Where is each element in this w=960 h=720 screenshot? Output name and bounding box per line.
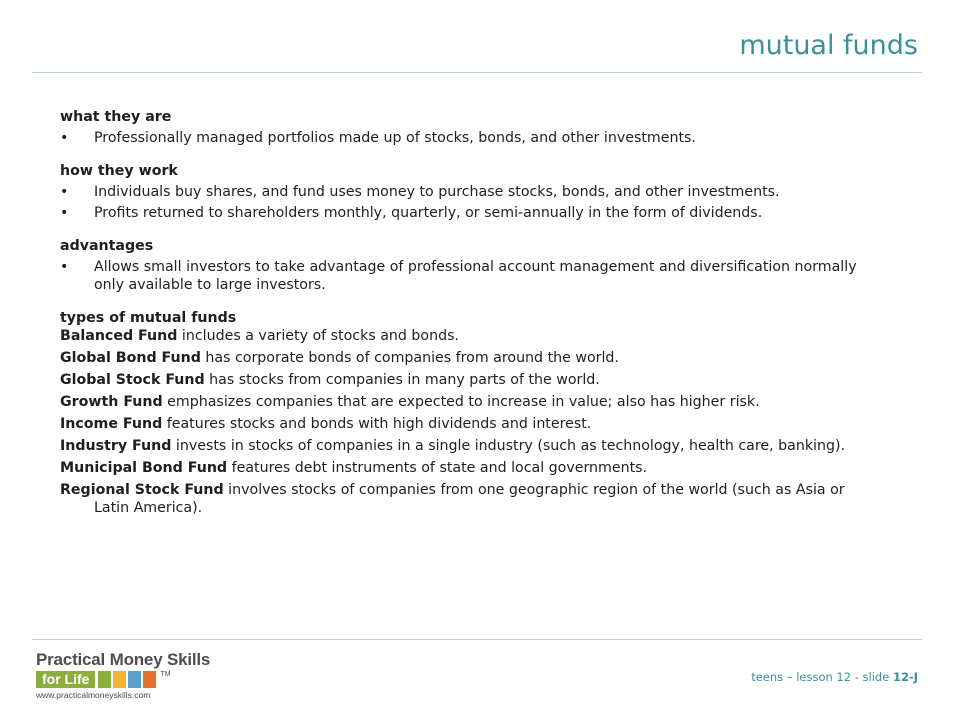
bullet-text: Profits returned to shareholders monthly, quarterly, or semi-annually in the form of dividends. (94, 205, 763, 221)
bullet-list (60, 129, 860, 147)
logo-tagline: for Life (36, 671, 95, 688)
fund-description: features debt instruments of state and local governments. (227, 460, 648, 476)
fund-item (60, 349, 860, 367)
logo-color-squares (98, 671, 158, 688)
logo-square (98, 671, 111, 688)
fund-description: features stocks and bonds with high dividends and interest. (162, 416, 592, 432)
section (60, 237, 860, 294)
bullet-list (60, 183, 860, 222)
fund-description: includes a variety of stocks and bonds. (177, 328, 460, 344)
logo-trademark: TM (160, 671, 171, 678)
fund-types (60, 309, 860, 517)
bullet-item (60, 183, 860, 201)
footer-divider (32, 639, 922, 640)
fund-item (60, 371, 860, 389)
fund-name: Income Fund (60, 416, 163, 432)
section (60, 108, 860, 147)
fund-name: Balanced Fund (60, 328, 178, 344)
bullet-text: Allows small investors to take advantage of professional account management and diversification normally only available to large investors. (94, 259, 857, 293)
logo-url: www.practicalmoneyskills.com (36, 690, 151, 700)
fund-item (60, 481, 860, 517)
fund-name: Global Stock Fund (60, 372, 205, 388)
bullet-item (60, 129, 860, 147)
fund-name: Regional Stock Fund (60, 482, 224, 498)
bullet-text: Individuals buy shares, and fund uses money to purchase stocks, bonds, and other investments. (94, 184, 780, 200)
section-heading: advantages (60, 238, 154, 254)
slide-number: 12-J (892, 670, 918, 684)
bullet-icon: • (60, 130, 69, 146)
logo-row (36, 671, 216, 688)
logo-square (128, 671, 141, 688)
bullet-icon: • (60, 184, 69, 200)
bullet-text: Professionally managed portfolios made up of stocks, bonds, and other investments. (94, 130, 696, 146)
logo (36, 651, 216, 701)
fund-name: Global Bond Fund (60, 350, 201, 366)
slide-footer (751, 670, 918, 684)
fund-item (60, 415, 860, 433)
bullet-item (60, 258, 860, 294)
bullet-item (60, 204, 860, 222)
logo-name: Practical Money Skills (36, 650, 211, 669)
section-heading: types of mutual funds (60, 310, 237, 326)
fund-description: has stocks from companies in many parts of the world. (204, 372, 600, 388)
footer-label: teens – lesson 12 - slide (751, 670, 893, 684)
bullet-icon: • (60, 205, 69, 221)
sections (60, 108, 860, 294)
fund-item (60, 327, 860, 345)
title-divider (32, 72, 922, 73)
bullet-icon: • (60, 259, 69, 275)
fund-description: has corporate bonds of companies from around the world. (200, 350, 619, 366)
fund-name: Industry Fund (60, 438, 172, 454)
fund-name: Municipal Bond Fund (60, 460, 228, 476)
logo-square (143, 671, 156, 688)
fund-description: invests in stocks of companies in a single industry (such as technology, health care, banking). (171, 438, 846, 454)
fund-item (60, 393, 860, 411)
fund-item (60, 459, 860, 477)
section-heading: what they are (60, 109, 172, 125)
bullet-list (60, 258, 860, 294)
section (60, 162, 860, 222)
fund-description: involves stocks of companies from one geographic region of the world (such as Asia or Latin America). (94, 482, 845, 516)
slide-content (60, 108, 860, 521)
slide-title: mutual funds (739, 30, 918, 61)
fund-name: Growth Fund (60, 394, 163, 410)
fund-list (60, 327, 860, 517)
fund-item (60, 437, 860, 455)
logo-square (113, 671, 126, 688)
section-heading: how they work (60, 163, 178, 179)
fund-description: emphasizes companies that are expected to increase in value; also has higher risk. (162, 394, 760, 410)
